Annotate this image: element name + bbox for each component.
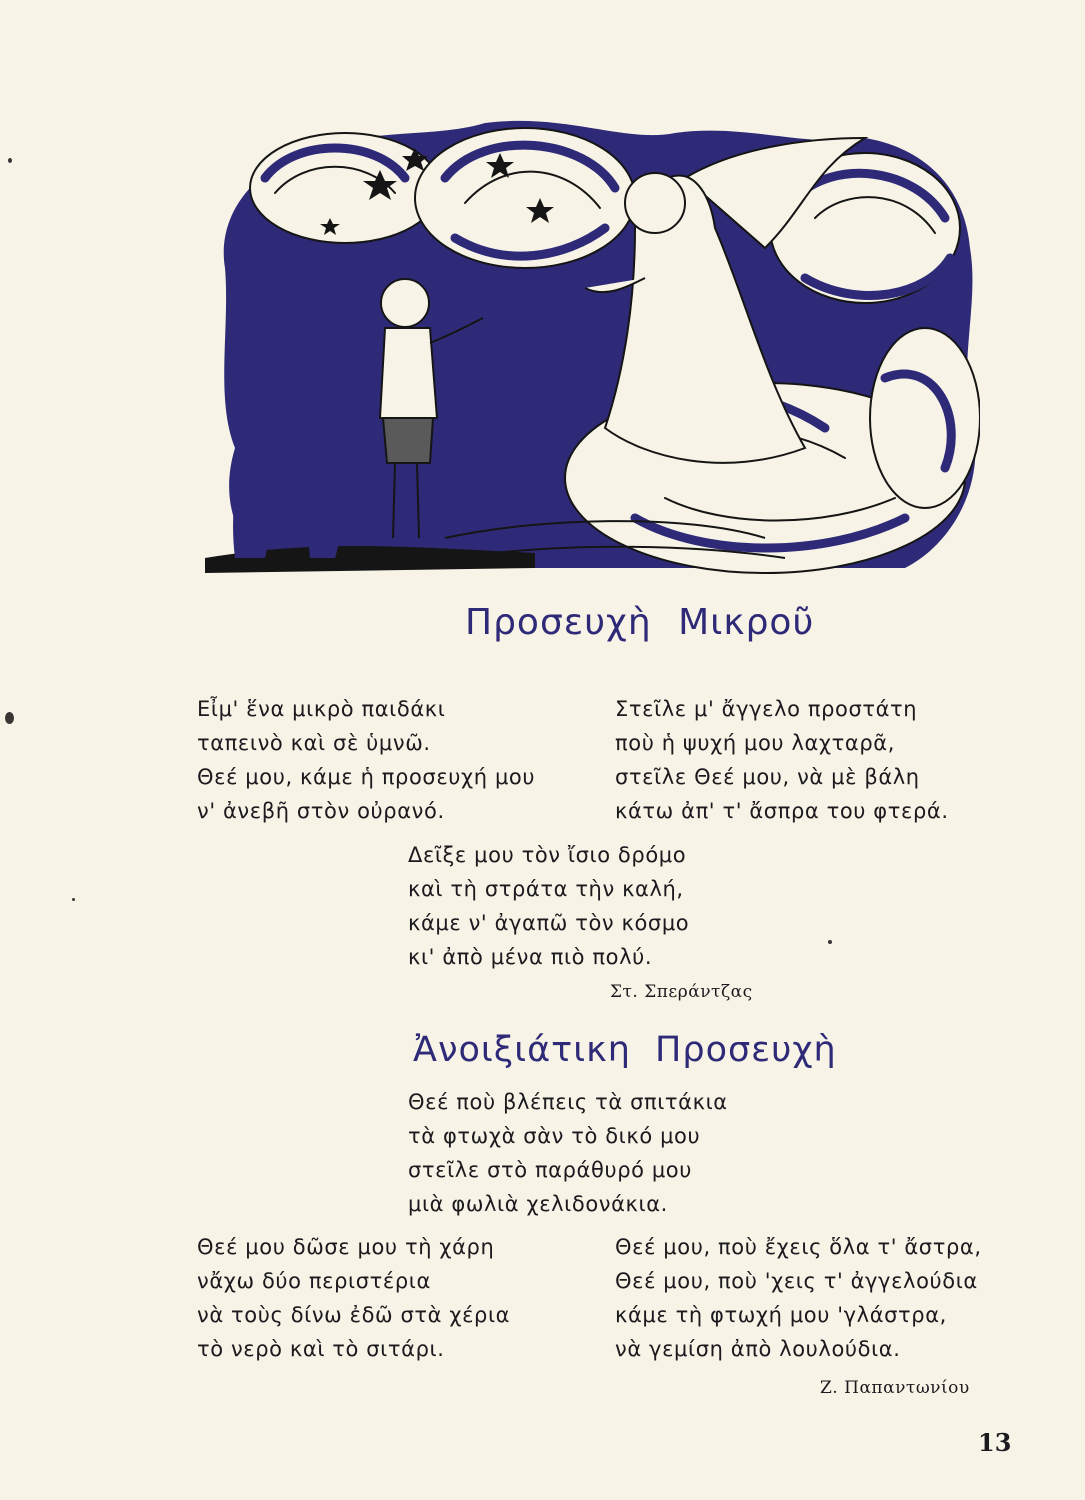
poem2-stanza-left [197,1230,510,1366]
verse-line: νὰ τοὺς δίνω ἐδῶ στὰ χέρια [197,1303,511,1327]
verse-line: ταπεινὸ καὶ σὲ ὑμνῶ. [197,731,431,755]
verse-line: στεῖλε Θεέ μου, νὰ μὲ βάλη [615,765,920,789]
verse-line: ποὺ ἡ ψυχή μου λαχταρᾶ, [615,731,895,755]
verse-line: Θεέ μου δῶσε μου τὴ χάρη [197,1235,495,1259]
verse-line: Εἶμ' ἕνα μικρὸ παιδάκι [197,697,446,721]
poem1-stanza-center [408,838,689,974]
verse-line: κάμε ν' ἀγαπῶ τὸν κόσμο [408,911,690,935]
paper-speck [5,712,14,724]
verse-line: κάτω ἀπ' τ' ἄσπρα του φτερά. [615,799,949,823]
verse-line: ν' ἀνεβῆ στὸν οὐρανό. [197,799,445,823]
verse-line: Θεέ ποὺ βλέπεις τὰ σπιτάκια [408,1090,728,1114]
page-number: 13 [978,1428,1012,1457]
verse-line: τὸ νερὸ καὶ τὸ σιτάρι. [197,1337,445,1361]
verse-line: νἄχω δύο περιστέρια [197,1269,431,1293]
illustration-artwork [205,118,980,580]
paper-speck [72,898,75,901]
poem1-stanza-left [197,692,535,828]
verse-line: Στεῖλε μ' ἄγγελο προστάτη [615,697,918,721]
verse-line: στεῖλε στὸ παράθυρό μου [408,1158,693,1182]
poem-author: Στ. Σπεράντζας [610,982,753,1002]
verse-line: τὰ φτωχὰ σὰν τὸ δικό μου [408,1124,701,1148]
poem2-stanza-center [408,1085,728,1221]
verse-line: μιὰ φωλιὰ χελιδονάκια. [408,1192,668,1216]
poem1-stanza-right [615,692,949,828]
verse-line: νὰ γεμίση ἀπὸ λουλούδια. [615,1337,901,1361]
verse-line: κι' ἀπὸ μένα πιὸ πολύ. [408,945,653,969]
verse-line: κάμε τὴ φτωχή μου 'γλάστρα, [615,1303,947,1327]
poem-title: Ἀνοιξιάτικη Προσευχὴ [413,1030,837,1070]
paper-speck [8,158,12,163]
poem-author: Ζ. Παπαντωνίου [820,1378,970,1398]
verse-line: Θεέ μου, ποὺ ἔχεις ὅλα τ' ἄστρα, [615,1235,982,1259]
verse-line: καὶ τὴ στράτα τὴν καλή, [408,877,684,901]
verse-line: Θεέ μου, ποὺ 'χεις τ' ἀγγελούδια [615,1269,978,1293]
poem2-stanza-right [615,1230,982,1366]
poem-title: Προσευχὴ Μικροῦ [465,602,815,643]
verse-line: Θεέ μου, κάμε ἡ προσευχή μου [197,765,536,789]
verse-line: Δεῖξε μου τὸν ἴσιο δρόμο [408,843,687,867]
angel-and-child-illustration [205,118,980,580]
paper-speck [828,940,832,944]
